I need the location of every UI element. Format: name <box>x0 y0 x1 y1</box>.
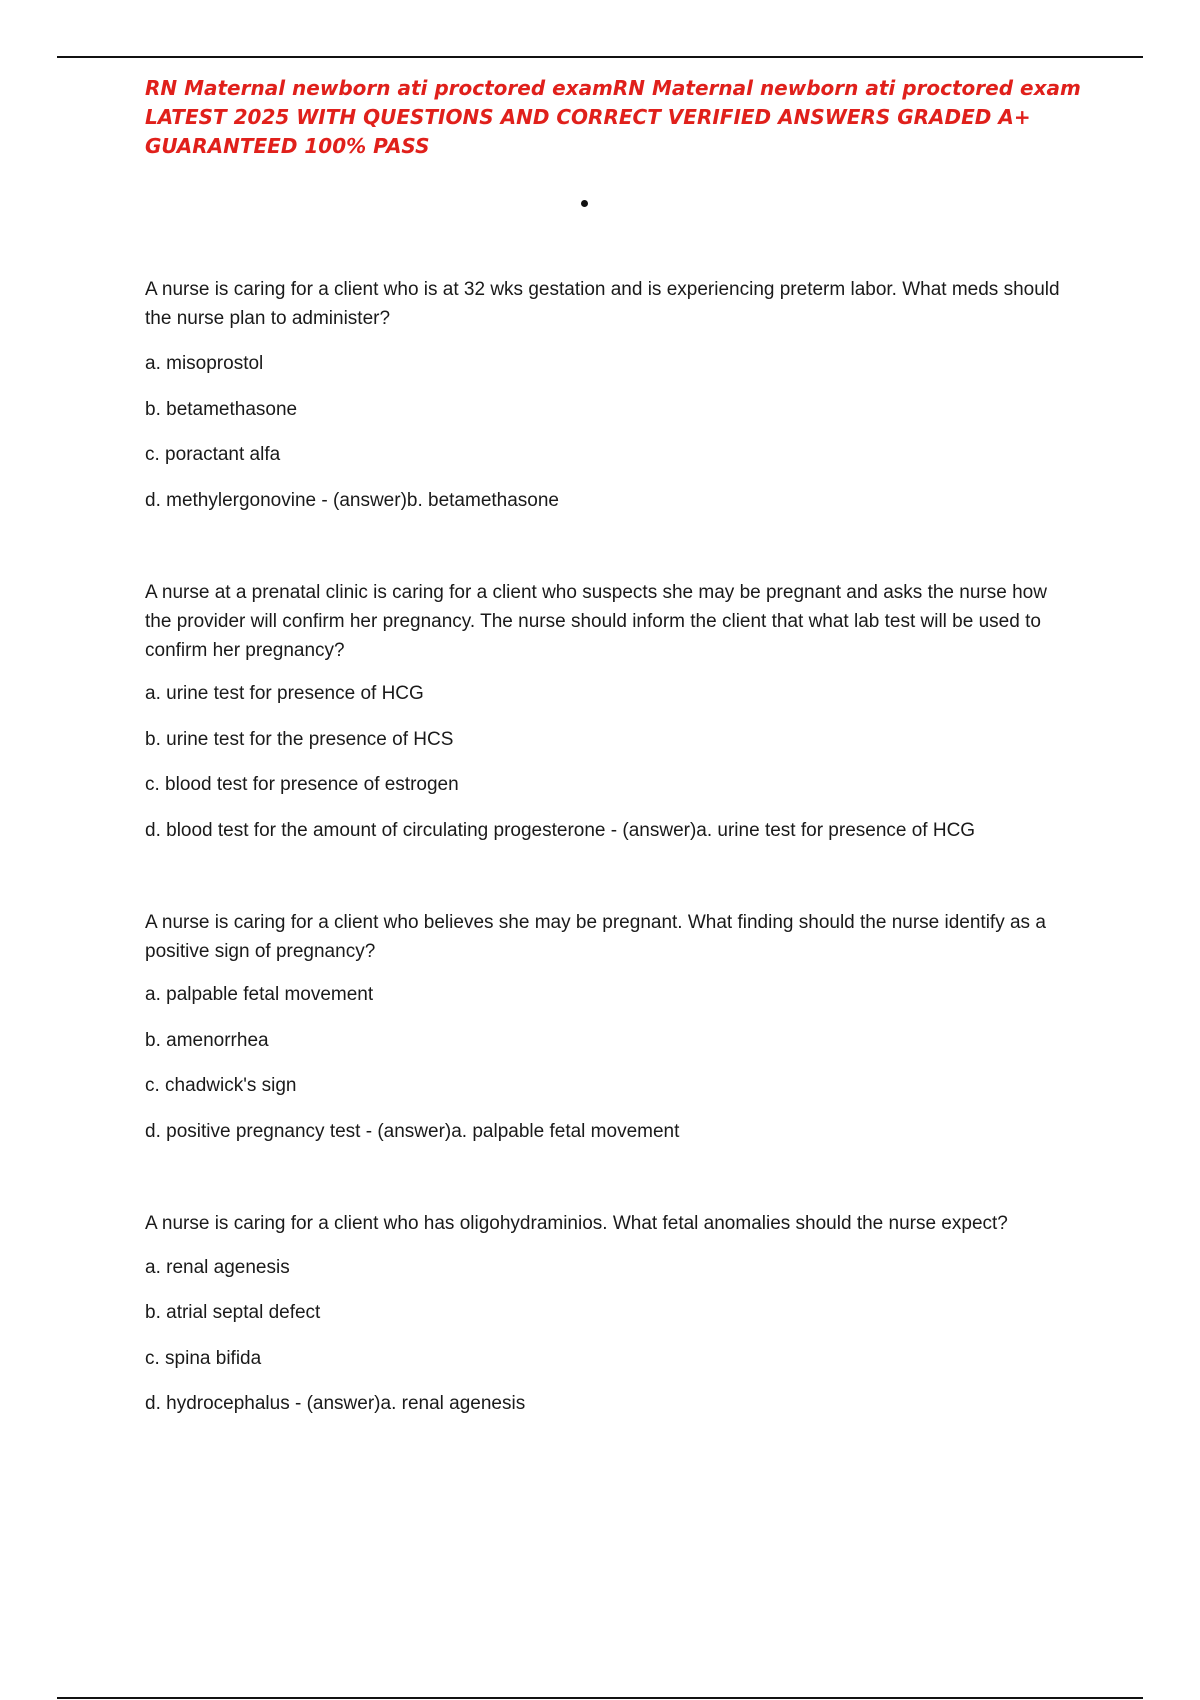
question-4-text: A nurse is caring for a client who has oligohydraminios. What fetal anomalies should the nurse expect? <box>145 1213 1008 1234</box>
question-2-option-c: c. blood test for presence of estrogen <box>145 774 459 795</box>
footer-rule <box>57 1697 1143 1699</box>
question-1-option-c: c. poractant alfa <box>145 444 281 465</box>
question-4 <box>145 1209 1075 1414</box>
question-2-option-b: b. urine test for the presence of HCS <box>145 729 454 750</box>
question-3-option-b: b. amenorrhea <box>145 1030 269 1051</box>
document-title: RN Maternal newborn ati proctored examRN Maternal newborn ati proctored exam LATEST 2025 WITH QUESTIONS AND CORRECT VERIFIED ANSWERS GRADED A+ GUARANTEED 100% PASS <box>145 76 1081 158</box>
question-4-option-a: a. renal agenesis <box>145 1257 290 1278</box>
question-4-option-c: c. spina bifida <box>145 1348 262 1369</box>
question-4-option-b: b. atrial septal defect <box>145 1302 321 1323</box>
question-2-text: A nurse at a prenatal clinic is caring for a client who suspects she may be pregnant and asks the nurse how the provider will confirm her pregnancy. The nurse should inform the client that what lab test will be used to confirm her pregnancy? <box>145 582 1047 661</box>
question-3-text: A nurse is caring for a client who believes she may be pregnant. What finding should the nurse identify as a positive sign of pregnancy? <box>145 912 1046 962</box>
question-1-option-a: a. misoprostol <box>145 353 264 374</box>
bullet-marker <box>581 200 588 207</box>
header-rule <box>57 56 1143 58</box>
question-2-option-a: a. urine test for presence of HCG <box>145 683 424 704</box>
question-4-option-d-answer: d. hydrocephalus - (answer)a. renal agenesis <box>145 1393 526 1414</box>
question-2 <box>145 578 1075 841</box>
question-3 <box>145 908 1075 1142</box>
question-1 <box>145 275 1075 511</box>
question-1-text: A nurse is caring for a client who is at 32 wks gestation and is experiencing preterm labor. What meds should the nurse plan to administer? <box>145 279 1060 329</box>
question-3-option-c: c. chadwick's sign <box>145 1075 297 1096</box>
question-3-option-a: a. palpable fetal movement <box>145 984 374 1005</box>
question-1-option-b: b. betamethasone <box>145 399 298 420</box>
question-3-option-d-answer: d. positive pregnancy test - (answer)a. palpable fetal movement <box>145 1121 680 1142</box>
question-2-option-d-answer: d. blood test for the amount of circulating progesterone - (answer)a. urine test for presence of HCG <box>145 820 976 841</box>
question-1-option-d-answer: d. methylergonovine - (answer)b. betamethasone <box>145 490 560 511</box>
